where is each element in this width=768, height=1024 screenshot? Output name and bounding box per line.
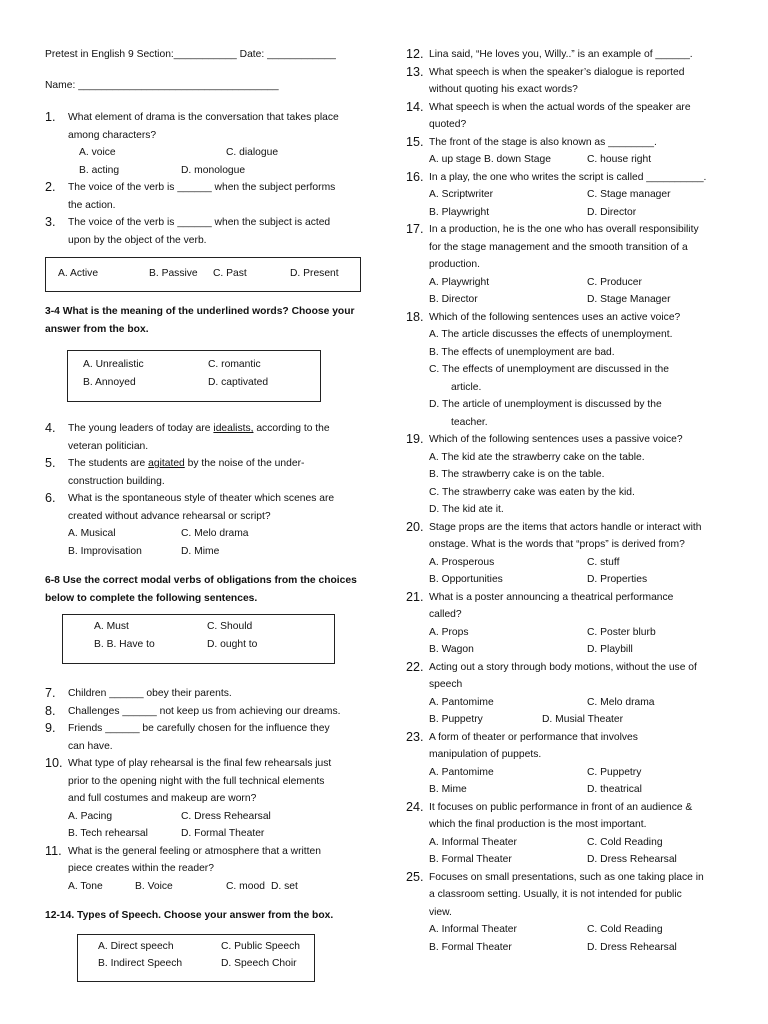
question-text: In a production, he is the one who has overall responsibility — [429, 224, 699, 235]
question-1 — [45, 109, 363, 179]
underlined-word: idealists, — [213, 423, 254, 434]
choice-d: D. Dress Rehearsal — [587, 854, 677, 865]
choice-b: B. Formal Theater — [429, 941, 512, 953]
question-number: 22. — [406, 659, 424, 674]
question-text: Acting out a story through body motions, without the use of — [429, 661, 697, 673]
question-text: speech — [429, 679, 463, 690]
choice-a: A. Unrealistic — [83, 359, 144, 370]
choice-b: B. The effects of unemployment are bad. — [429, 346, 615, 358]
choice-c: C. The strawberry cake was eaten by the kid. — [429, 486, 635, 498]
question-14 — [406, 99, 728, 134]
question-number: 8. — [45, 703, 56, 718]
choice-c: C. stuff — [587, 556, 620, 568]
question-text — [68, 420, 363, 438]
question-text: Focuses on small presentations, such as one taking place in — [429, 871, 704, 883]
question-number: 11. — [45, 843, 62, 858]
instruction-text: 3-4 What is the meaning of the underlined words? Choose your — [45, 306, 355, 317]
choice-row — [429, 641, 728, 659]
choice-c: C. dialogue — [226, 147, 279, 158]
question-text: upon by the object of the verb. — [68, 234, 207, 246]
text-segment: The students are — [68, 458, 149, 469]
question-text: quoted? — [429, 119, 467, 130]
question-text: What type of play rehearsal is the final few rehearsals just — [68, 758, 332, 769]
question-text: the action. — [68, 199, 116, 211]
choice-row — [429, 711, 728, 729]
choice-d: D. Present — [290, 268, 339, 279]
question-text: Lina said, “He loves you, Willy..” is an example of ______. — [429, 49, 693, 60]
choice-b: B. Tech rehearsal — [68, 828, 148, 839]
choice-a: A. The kid ate the strawberry cake on the table. — [429, 451, 645, 463]
choice-c: C. Past — [213, 268, 247, 279]
question-text: for the stage management and the smooth transition of a — [429, 241, 688, 253]
question-19 — [406, 431, 728, 519]
question-number: 9. — [45, 721, 56, 735]
choice-b: B. Puppetry — [429, 714, 483, 725]
choice-row — [68, 878, 363, 896]
choice-d: D. Dress Rehearsal — [587, 941, 677, 953]
choice-c: C. Producer — [587, 276, 642, 288]
question-text: The front of the stage is also known as ________. — [429, 136, 657, 148]
question-text: among characters? — [68, 129, 157, 141]
choice-d: D. Stage Manager — [587, 294, 671, 305]
question-18 — [406, 309, 728, 432]
instruction-text: answer from the box. — [45, 323, 149, 335]
question-2 — [45, 179, 363, 214]
choice-b: B. The strawberry cake is on the table. — [429, 469, 605, 480]
question-text: view. — [429, 906, 452, 918]
question-text: The voice of the verb is ______ when the subject performs — [68, 182, 336, 193]
choice-row — [429, 851, 728, 869]
question-number: 17. — [406, 222, 424, 236]
question-9 — [45, 720, 363, 755]
speech-answer-box — [77, 934, 315, 982]
choice-b: B. Annoyed — [83, 376, 136, 388]
choice-d: D. Formal Theater — [181, 828, 265, 839]
choice-row — [68, 825, 363, 843]
choice-b: B. Playwright — [429, 206, 490, 218]
choice-d: D. Playbill — [587, 644, 633, 655]
choice-d: D. The kid ate it. — [429, 504, 504, 515]
question-number: 21. — [406, 589, 424, 604]
choice-row — [429, 274, 728, 292]
choice-b: B. B. Have to — [94, 638, 155, 650]
choice-a: A. Playwright — [429, 276, 490, 288]
choice-row — [429, 186, 728, 204]
choice-d: D. set — [271, 880, 298, 892]
question-number: 16. — [406, 169, 424, 184]
choice-row — [68, 543, 363, 561]
choice-a: A. Must — [94, 621, 129, 632]
left-column — [45, 46, 363, 982]
choice-row — [429, 939, 728, 957]
question-25 — [406, 869, 728, 957]
choice-c-continued: article. — [451, 381, 482, 393]
question-text — [68, 455, 363, 473]
choice-d: D. Properties — [587, 574, 648, 585]
right-column — [406, 46, 728, 956]
question-22 — [406, 659, 728, 729]
choice-d: D. Musial Theater — [542, 714, 624, 725]
question-text: What is a poster announcing a theatrical performance — [429, 591, 674, 603]
choice-d: D. The article of unemployment is discussed by the — [429, 399, 662, 410]
choice-a: A. Scriptwriter — [429, 189, 494, 200]
choice-row — [68, 162, 363, 180]
choice-row — [429, 921, 728, 939]
choice-d-continued: teacher. — [451, 416, 488, 428]
question-11 — [45, 843, 363, 896]
question-number: 10. — [45, 756, 63, 770]
question-text: without quoting his exact words? — [429, 84, 578, 95]
choice-row — [429, 151, 728, 169]
question-10 — [45, 755, 363, 843]
choice-c: C. Melo drama — [181, 528, 249, 539]
section-6-8-instructions — [45, 572, 363, 607]
question-number: 5. — [45, 456, 56, 470]
choice-c: C. Poster blurb — [587, 626, 656, 638]
instruction-text: below to complete the following sentences. — [45, 592, 258, 604]
choice-d: D. ought to — [207, 638, 258, 650]
question-number: 20. — [406, 519, 424, 534]
question-text: called? — [429, 609, 462, 620]
question-number: 3. — [45, 215, 56, 229]
choice-a: A. Props — [429, 626, 469, 638]
question-text: Challenges ______ not keep us from achieving our dreams. — [68, 705, 341, 717]
choice-b: B. Formal Theater — [429, 854, 512, 865]
choice-d: D. Director — [587, 206, 637, 218]
question-text: manipulation of puppets. — [429, 749, 542, 760]
choice-b: B. Improvisation — [68, 545, 142, 557]
choice-b: B. Passive — [149, 268, 198, 279]
question-text: onstage. What is the words that “props” is derived from? — [429, 539, 685, 550]
text-segment: The young leaders of today are — [68, 423, 214, 434]
question-text: Stage props are the items that actors handle or interact with — [429, 521, 702, 533]
choice-row — [429, 764, 728, 782]
question-text: veteran politician. — [68, 440, 149, 452]
choice-b: B. Opportunities — [429, 574, 503, 585]
question-24 — [406, 799, 728, 869]
choice-row — [68, 808, 363, 826]
choice-row — [68, 144, 363, 162]
choice-row — [429, 291, 728, 309]
choice-a: A. Direct speech — [98, 940, 174, 952]
choice-d: D. captivated — [208, 376, 269, 388]
question-text: What element of drama is the conversation that takes place — [68, 112, 339, 123]
choice-c: C. Stage manager — [587, 189, 671, 200]
question-text: a classroom setting. Usually, it is not intended for public — [429, 889, 682, 900]
question-text: piece creates within the reader? — [68, 863, 214, 874]
choice-a: A. voice — [79, 147, 116, 158]
question-17 — [406, 221, 728, 309]
question-text: What is the general feeling or atmosphere that a written — [68, 845, 321, 857]
choice-a: A. Informal Theater — [429, 924, 517, 935]
question-text: and full costumes and makeup are worn? — [68, 793, 257, 804]
modal-answer-box — [62, 614, 335, 664]
choice-row — [68, 356, 320, 374]
choice-c: C. romantic — [208, 359, 261, 370]
choice-a: A. Prosperous — [429, 556, 495, 568]
choice-d: D. Speech Choir — [221, 958, 297, 969]
question-5 — [45, 455, 363, 490]
question-number: 24. — [406, 799, 424, 814]
choice-a: A. Pantomime — [429, 696, 494, 708]
question-21 — [406, 589, 728, 659]
choice-b: B. Mime — [429, 784, 467, 795]
section-12-14-instructions: 12-14. Types of Speech. Choose your answer from the box. — [45, 910, 334, 921]
question-text: which the final production is the most important. — [429, 819, 647, 830]
choice-a: A. Pacing — [68, 810, 113, 822]
choice-a: A. Informal Theater — [429, 836, 517, 848]
instruction-text: 6-8 Use the correct modal verbs of obligations from the choices — [45, 575, 357, 586]
question-number: 25. — [406, 869, 424, 884]
section-3-4-instructions — [45, 303, 363, 338]
choice-a: A. The article discusses the effects of unemployment. — [429, 329, 673, 340]
question-text: It focuses on public performance in front of an audience & — [429, 801, 693, 813]
choice-row — [63, 618, 334, 636]
choice-d: D. Mime — [181, 545, 220, 557]
question-text: production. — [429, 259, 480, 270]
question-text: construction building. — [68, 475, 165, 487]
question-number: 2. — [45, 180, 56, 194]
choice-row — [429, 781, 728, 799]
choice-row — [78, 938, 314, 956]
choice-c: C. Should — [207, 621, 253, 632]
question-text: A form of theater or performance that involves — [429, 731, 638, 743]
question-text: created without advance rehearsal or script? — [68, 510, 271, 522]
choice-row — [68, 374, 320, 392]
choice-a: A. Musical — [68, 528, 116, 539]
choice-a: A. Pantomime — [429, 766, 494, 778]
question-8 — [45, 703, 363, 721]
choice-c: C. Public Speech — [221, 940, 300, 952]
question-text: Which of the following sentences uses an active voice? — [429, 311, 681, 323]
choice-c: C. mood — [226, 880, 265, 892]
choice-row — [68, 525, 363, 543]
question-number: 7. — [45, 686, 56, 700]
choice-row — [429, 204, 728, 222]
choice-row — [46, 265, 360, 283]
choice-b: B. Wagon — [429, 644, 474, 655]
question-text: The voice of the verb is ______ when the subject is acted — [68, 217, 331, 228]
question-text: Friends ______ be carefully chosen for the influence they — [68, 723, 330, 734]
question-20 — [406, 519, 728, 589]
choice-row — [429, 571, 728, 589]
question-number: 14. — [406, 99, 424, 114]
question-4 — [45, 420, 363, 455]
question-number: 12. — [406, 47, 424, 61]
question-3 — [45, 214, 363, 249]
question-text: Children ______ obey their parents. — [68, 688, 232, 699]
question-number: 18. — [406, 309, 424, 324]
choice-b: B. acting — [79, 164, 120, 176]
underlined-word: agitated — [148, 458, 185, 469]
choice-row — [63, 636, 334, 654]
choice-c: C. The effects of unemployment are discussed in the — [429, 364, 670, 375]
question-23 — [406, 729, 728, 799]
question-text: can have. — [68, 740, 113, 752]
choice-b: B. Director — [429, 294, 478, 305]
question-16 — [406, 169, 728, 222]
choice-a-b: A. up stage B. down Stage — [429, 154, 551, 165]
choice-row — [429, 694, 728, 712]
choice-d: D. monologue — [181, 164, 246, 176]
question-number: 1. — [45, 110, 56, 124]
choice-b: B. Indirect Speech — [98, 958, 183, 969]
question-12 — [406, 46, 728, 64]
question-text: What speech is when the speaker’s dialogue is reported — [429, 66, 685, 78]
question-number: 6. — [45, 491, 56, 505]
question-text: What speech is when the actual words of the speaker are — [429, 101, 691, 113]
choice-c: C. Cold Reading — [587, 924, 663, 935]
text-segment: according to the — [253, 423, 330, 434]
question-number: 23. — [406, 729, 424, 744]
question-7 — [45, 685, 363, 703]
text-segment: by the noise of the under- — [184, 458, 305, 469]
choice-c: C. Puppetry — [587, 766, 642, 778]
name-line: Name: ___________________________________ — [45, 79, 279, 91]
choice-c: C. Melo drama — [587, 696, 655, 708]
choice-d: D. theatrical — [587, 784, 642, 795]
choice-c: C. Cold Reading — [587, 836, 663, 848]
question-6 — [45, 490, 363, 560]
question-13 — [406, 64, 728, 99]
choice-row — [78, 955, 314, 973]
question-text: prior to the opening night with the full technical elements — [68, 775, 325, 787]
meaning-answer-box — [67, 350, 321, 402]
choice-c: C. house right — [587, 154, 652, 165]
choice-a: A. Tone — [68, 880, 103, 892]
question-number: 4. — [45, 421, 56, 435]
choice-b: B. Voice — [135, 880, 173, 892]
choice-a: A. Active — [58, 268, 99, 279]
choice-c: C. Dress Rehearsal — [181, 810, 271, 822]
voice-answer-box — [45, 257, 361, 292]
question-text: In a play, the one who writes the script is called __________. — [429, 171, 707, 183]
question-text: Which of the following sentences uses a passive voice? — [429, 434, 683, 445]
question-number: 15. — [406, 134, 424, 149]
question-15 — [406, 134, 728, 169]
question-text: What is the spontaneous style of theater which scenes are — [68, 493, 335, 504]
question-number: 13. — [406, 64, 424, 79]
choice-row — [429, 624, 728, 642]
choice-row — [429, 834, 728, 852]
choice-row — [429, 554, 728, 572]
test-title: Pretest in English 9 Section:___________ Date: ____________ — [45, 49, 336, 60]
question-number: 19. — [406, 432, 424, 446]
